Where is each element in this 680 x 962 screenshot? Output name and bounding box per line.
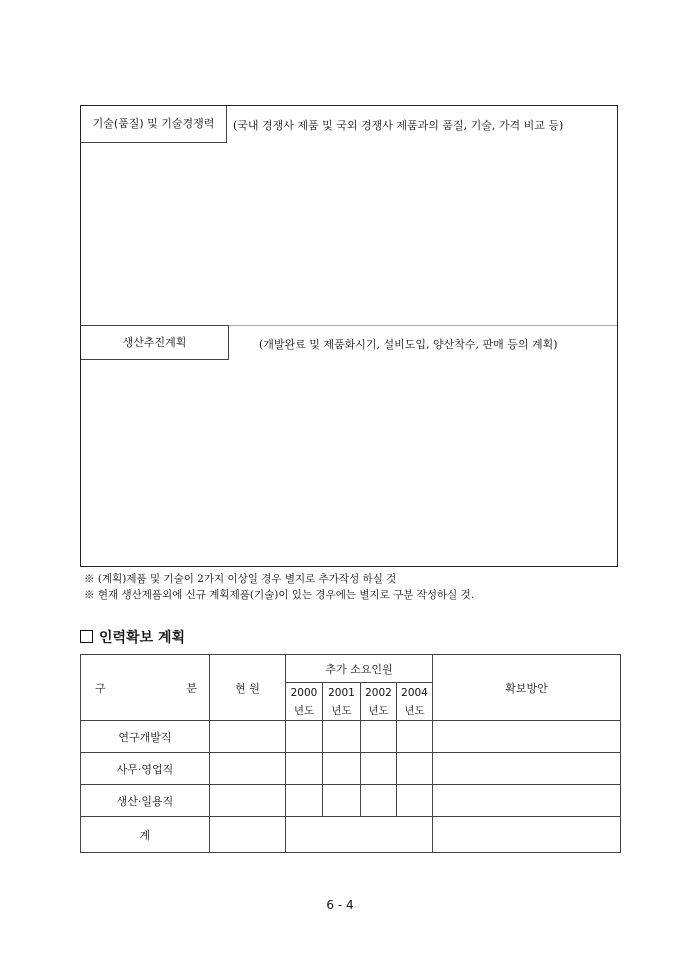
year-2001-header: 2001 년도 [323, 683, 361, 721]
row-label-office-sales: 사무·영업직 [81, 753, 210, 785]
table-row [81, 721, 621, 753]
year-2004-header: 2004 년도 [397, 683, 433, 721]
table-row [81, 785, 621, 817]
current-staff-header: 현 원 [210, 655, 286, 721]
note-line-2: ※ 현재 생산제품외에 신규 계획제품(기술)이 있는 경우에는 별지로 구분 작성하실 것. [84, 589, 475, 601]
production-plan-hint: (개발완료 및 제품화시기, 설비도입, 양산착수, 판매 등의 계획) [259, 338, 558, 351]
tech-competitiveness-label: 기술(품질) 및 기술경쟁력 [81, 106, 227, 143]
checkbox-square-icon [80, 630, 93, 643]
tech-production-box [80, 105, 618, 567]
category-header: 구 분 [81, 655, 210, 721]
additional-staff-header: 추가 소요인원 [286, 655, 433, 683]
note-line-1: ※ (계획)제품 및 기술이 2가지 이상일 경우 별지로 추가작성 하실 것 [84, 573, 397, 585]
row-label-production-daily: 생산·일용직 [81, 785, 210, 817]
staffing-table [80, 654, 621, 853]
table-row [81, 753, 621, 785]
section-divider [229, 325, 617, 326]
page-number: 6 - 4 [326, 898, 354, 912]
staffing-section-title: 인력확보 계획 [80, 627, 185, 647]
row-label-total: 계 [81, 817, 210, 853]
year-2000-header: 2000 년도 [286, 683, 323, 721]
row-label-rnd: 연구개발직 [81, 721, 210, 753]
year-2002-header: 2002 년도 [361, 683, 397, 721]
total-row [81, 817, 621, 853]
tech-competitiveness-hint: (국내 경쟁사 제품 및 국외 경쟁사 제품과의 품질, 기술, 가격 비교 등) [233, 119, 564, 132]
production-plan-label: 생산추진계획 [81, 325, 229, 360]
acquisition-plan-header: 확보방안 [433, 655, 621, 721]
